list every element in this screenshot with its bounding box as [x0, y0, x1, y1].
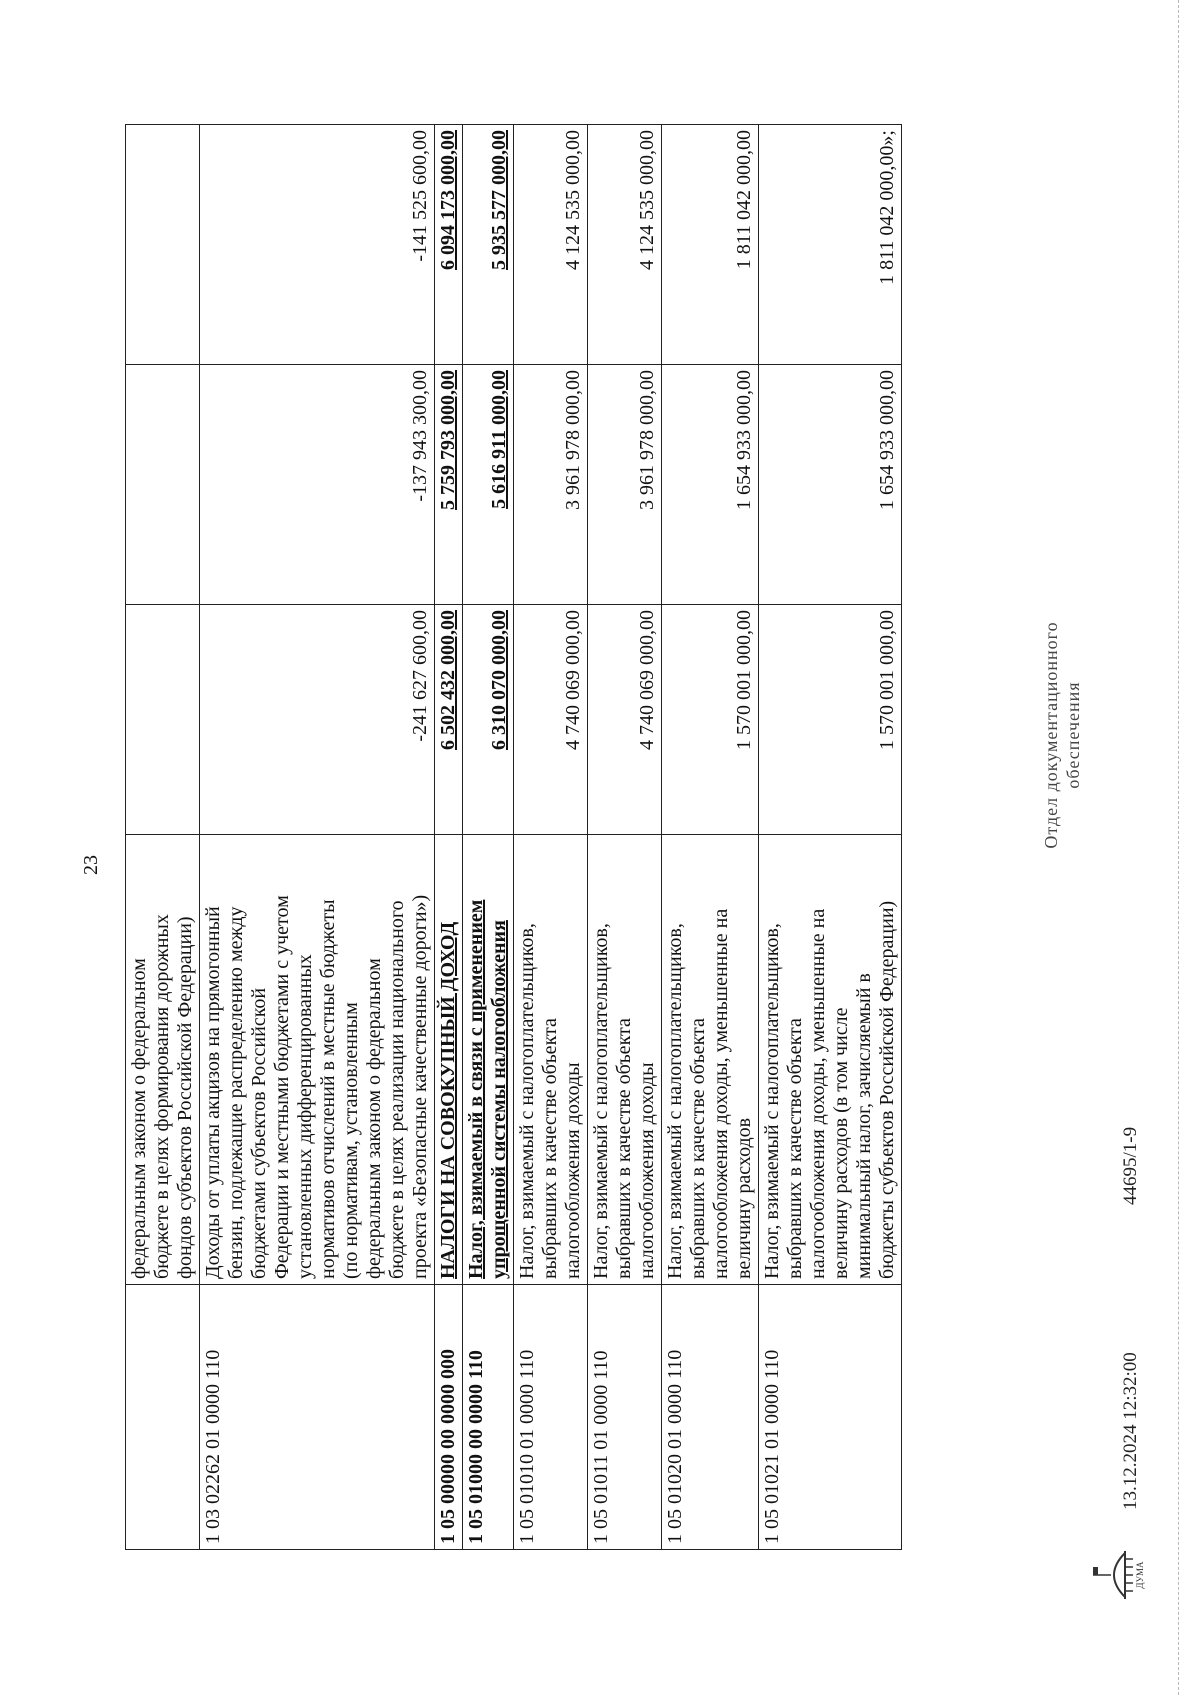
amount-year-1: 6 502 432 000,00	[435, 605, 463, 835]
footer-timestamp: 13.12.2024 12:32:00	[1120, 1352, 1141, 1510]
stamp-line-2: обеспечения	[1063, 681, 1083, 789]
budget-code: 1 03 02262 01 0000 110	[200, 1285, 435, 1550]
amount-year-1	[126, 605, 200, 835]
footer-doc-id: 44695/1-9	[1120, 1126, 1141, 1205]
amount-year-2	[126, 365, 200, 605]
budget-code: 1 05 01010 01 0000 110	[514, 1285, 588, 1550]
stamp-line-1: Отдел документационного	[1041, 621, 1061, 849]
amount-year-3: 1 811 042 000,00»;	[759, 125, 902, 365]
amount-year-2: -137 943 300,00	[200, 365, 435, 605]
amount-year-1: -241 627 600,00	[200, 605, 435, 835]
amount-year-2: 5 616 911 000,00	[463, 365, 514, 605]
amount-year-1: 1 570 001 000,00	[662, 605, 759, 835]
budget-code: 1 05 01011 01 0000 110	[588, 1285, 662, 1550]
budget-code: 1 05 01021 01 0000 110	[759, 1285, 902, 1550]
department-stamp	[1040, 605, 1084, 865]
amount-year-3: 1 811 042 000,00	[662, 125, 759, 365]
table-row	[463, 125, 514, 1550]
budget-code: 1 05 00000 00 0000 000	[435, 1285, 463, 1550]
amount-year-1: 4 740 069 000,00	[588, 605, 662, 835]
amount-year-3: 5 935 577 000,00	[463, 125, 514, 365]
table-row	[126, 125, 200, 1550]
income-description: НАЛОГИ НА СОВОКУПНЫЙ ДОХОД	[435, 835, 463, 1285]
duma-logo-icon	[1085, 1545, 1145, 1605]
income-description: Доходы от уплаты акцизов на прямогонный бензин, подлежащие распределению между бюджетами субъектов Российской Федерации и местными бюджетами с учетом установленных дифференцированных нормативов отчислений в местные бюджеты (по нормативам, установленным федеральным законом о федеральном бюджете в целях реализации национального проекта «Безопасные качественные дороги»)	[200, 835, 435, 1285]
amount-year-2: 1 654 933 000,00	[759, 365, 902, 605]
table-row	[200, 125, 435, 1550]
scan-edge-line	[1178, 0, 1185, 1695]
amount-year-1: 1 570 001 000,00	[759, 605, 902, 835]
amount-year-3: -141 525 600,00	[200, 125, 435, 365]
amount-year-2: 1 654 933 000,00	[662, 365, 759, 605]
income-description: Налог, взимаемый с налогоплательщиков, выбравших в качестве объекта налогообложения доходы, уменьшенные на величину расходов	[662, 835, 759, 1285]
budget-code: 1 05 01020 01 0000 110	[662, 1285, 759, 1550]
table-row	[662, 125, 759, 1550]
amount-year-2: 3 961 978 000,00	[588, 365, 662, 605]
amount-year-1: 6 310 070 000,00	[463, 605, 514, 835]
amount-year-3: 4 124 535 000,00	[588, 125, 662, 365]
amount-year-3: 6 094 173 000,00	[435, 125, 463, 365]
budget-code	[126, 1285, 200, 1550]
amount-year-2: 3 961 978 000,00	[514, 365, 588, 605]
income-description: Налог, взимаемый с налогоплательщиков, выбравших в качестве объекта налогообложения доходы	[588, 835, 662, 1285]
income-description: Налог, взимаемый с налогоплательщиков, выбравших в качестве объекта налогообложения доходы, уменьшенные на величину расходов (в том числе минимальный налог, зачисляемый в бюджеты субъектов Российской Федерации)	[759, 835, 902, 1285]
page-number: 23	[80, 855, 102, 875]
amount-year-3	[126, 125, 200, 365]
table-row	[759, 125, 902, 1550]
income-description: Налог, взимаемый с налогоплательщиков, выбравших в качестве объекта налогообложения доходы	[514, 835, 588, 1285]
amount-year-1: 4 740 069 000,00	[514, 605, 588, 835]
income-description: федеральным законом о федеральном бюджете в целях формирования дорожных фондов субъектов Российской Федерации)	[126, 835, 200, 1285]
income-description: Налог, взимаемый в связи с применением упрощенной системы налогообложения	[463, 835, 514, 1285]
table-row	[435, 125, 463, 1550]
logo-text: ДУМА	[1135, 1561, 1145, 1589]
budget-code: 1 05 01000 00 0000 110	[463, 1285, 514, 1550]
amount-year-3: 4 124 535 000,00	[514, 125, 588, 365]
table-row	[588, 125, 662, 1550]
budget-table	[125, 124, 902, 1550]
amount-year-2: 5 759 793 000,00	[435, 365, 463, 605]
table-row	[514, 125, 588, 1550]
